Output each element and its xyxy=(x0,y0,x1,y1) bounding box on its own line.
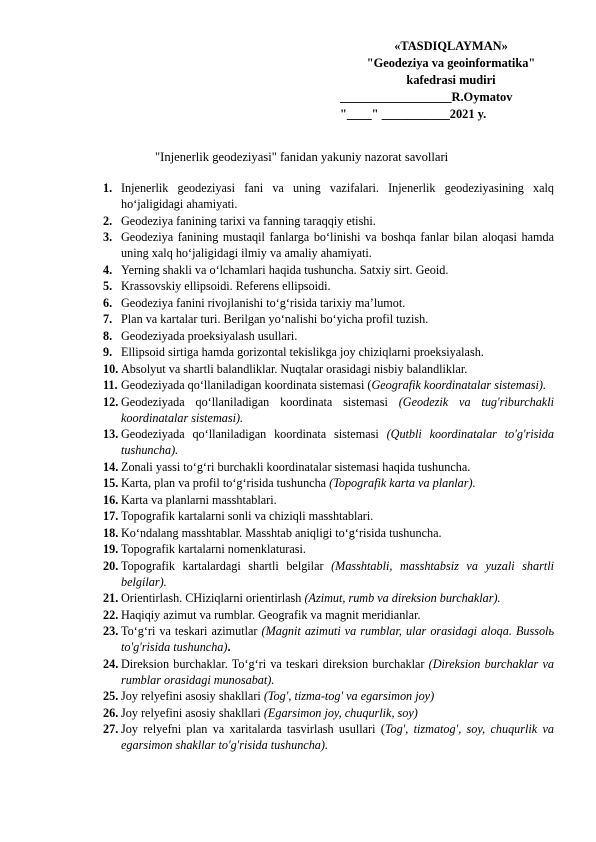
question-text: Ellipsoid sirtiga hamda gorizontal tekislikga joy chiziqlarni proeksiyalash. xyxy=(121,345,484,359)
question-item xyxy=(0,344,554,360)
question-text: Haqiqiy azimut va rumblar. Geografik va magnit meridianlar. xyxy=(121,607,421,622)
question-text: Koʻndalang masshtablar. Masshtab aniqligi toʻgʻrisida tushuncha. xyxy=(121,525,442,540)
question-text-wrap xyxy=(121,230,554,260)
question-text-wrap xyxy=(121,624,554,654)
question-number: 2. xyxy=(103,213,113,228)
question-item xyxy=(0,377,554,393)
question-item xyxy=(0,311,554,327)
question-number: 26. xyxy=(103,705,119,720)
question-item xyxy=(0,541,554,557)
question-text-wrap xyxy=(121,345,484,359)
question-text: Yerning shakli va oʻlchamlari haqida tushuncha. Satxiy sirt. Geoid. xyxy=(121,262,449,277)
question-item xyxy=(0,459,554,475)
question-italic-text: (Egarsimon joy, chuqurlik, soy) xyxy=(263,705,418,720)
question-number: 15. xyxy=(103,476,119,490)
question-italic-text: Tog', tizmatog', soy, chuqurlik va egarsimon shakllar to'g'risida tushuncha). xyxy=(121,722,554,752)
question-text-wrap xyxy=(121,689,434,703)
question-italic-text: (Topografik karta va planlar). xyxy=(329,476,476,490)
question-text: Topografik kartalardagi shartli belgilar xyxy=(121,558,332,573)
question-text: Geodeziya fanining mustaqil fanlarga boʻlinishi va boshqa fanlar bilan aloqasi hamda uning xalq hoʻjaligidagi ilmiy va amaliy ahamiyati. xyxy=(121,230,554,260)
question-number: 19. xyxy=(103,542,119,556)
question-text: Plan va kartalar turi. Berilgan yoʻnalishi boʻyicha profil tuzish. xyxy=(121,312,429,326)
question-text-wrap xyxy=(121,296,405,310)
question-text: Direksion burchaklar. Toʻgʻri va teskari direksion burchaklar xyxy=(121,656,429,671)
question-text-wrap xyxy=(121,263,448,277)
question-italic-text: (Azimut, rumb va direksion burchaklar). xyxy=(304,591,501,605)
question-number: 7. xyxy=(103,312,113,326)
question-text-wrap xyxy=(121,460,470,474)
question-text: Joy relyefni plan va xaritalarda tasvirlash usullari ( xyxy=(121,722,385,736)
question-italic-text: (Masshtabli, masshtabsiz va yuzali shartli belgilar). xyxy=(121,558,554,589)
question-text-wrap xyxy=(121,329,297,343)
question-item xyxy=(0,508,554,524)
question-number: 12. xyxy=(103,394,119,409)
question-number: 25. xyxy=(103,689,119,703)
question-number: 22. xyxy=(103,607,119,622)
question-text-wrap xyxy=(121,559,554,589)
signature-line: __________________R.Oymatov xyxy=(340,90,513,104)
question-text: Joy relyefini asosiy shakllari xyxy=(121,705,264,720)
question-item xyxy=(0,688,554,704)
question-text-wrap xyxy=(121,706,418,720)
question-item xyxy=(0,558,554,590)
question-number: 17. xyxy=(103,509,119,523)
question-text: Geodeziyada proeksiyalash usullari. xyxy=(121,328,298,343)
question-text: Krassovskiy ellipsoidi. Referens ellipsoidi. xyxy=(121,279,331,293)
question-text-wrap xyxy=(121,608,421,622)
question-item xyxy=(0,475,554,491)
question-text-wrap xyxy=(121,312,428,326)
question-text-wrap xyxy=(121,542,306,556)
question-item xyxy=(0,721,554,753)
question-item xyxy=(0,295,554,311)
question-text: Toʻgʻri va teskari azimutlar xyxy=(121,624,262,638)
department-head-title: kafedrasi mudiri xyxy=(406,73,496,87)
question-number: 13. xyxy=(103,427,119,441)
question-item xyxy=(0,328,554,344)
question-item xyxy=(0,229,554,261)
question-number: 16. xyxy=(103,492,119,507)
question-item xyxy=(0,426,554,458)
question-text-wrap xyxy=(121,362,467,376)
question-text-wrap xyxy=(121,181,554,211)
question-item xyxy=(0,492,554,508)
question-text-wrap xyxy=(121,279,331,293)
question-text: Absolyut va shartli balandliklar. Nuqtalar orasidagi nisbiy balandliklar. xyxy=(121,361,468,376)
question-number: 18. xyxy=(103,525,119,540)
question-italic-text: (Geodezik va tug'riburchakli koordinatalar sistemasi). xyxy=(121,394,554,425)
question-number: 11. xyxy=(103,378,118,392)
question-item xyxy=(0,590,554,606)
question-list xyxy=(0,180,596,754)
question-number: 24. xyxy=(103,656,119,671)
question-number: 20. xyxy=(103,558,119,573)
question-bold-text: . xyxy=(227,640,231,654)
question-item xyxy=(0,180,554,212)
question-number: 27. xyxy=(103,722,119,736)
question-text-wrap xyxy=(121,509,373,523)
question-text: Zonali yassi toʻgʻri burchakli koordinatalar sistemasi haqida tushuncha. xyxy=(121,459,471,474)
question-number: 9. xyxy=(103,345,113,359)
question-text: Karta va planlarni masshtablari. xyxy=(121,492,277,507)
question-text: Geodeziya fanining tarixi va fanning taraqqiy etishi. xyxy=(121,213,376,228)
question-italic-text: (Tog', tizma-tog' va egarsimon joy) xyxy=(263,689,435,703)
question-item xyxy=(0,361,554,377)
question-text-wrap xyxy=(121,378,546,392)
question-text-wrap xyxy=(121,526,442,540)
date-line: "____" ___________2021 y. xyxy=(340,107,487,121)
question-italic-text: (Direksion burchaklar va rumblar orasidagi munosabat). xyxy=(121,656,554,687)
question-number: 4. xyxy=(103,262,113,277)
question-number: 8. xyxy=(103,328,113,343)
question-number: 3. xyxy=(103,230,113,244)
question-number: 5. xyxy=(103,279,113,293)
question-text-wrap xyxy=(121,493,277,507)
question-text-wrap xyxy=(121,214,376,228)
question-italic-text: (Qutbli koordinatalar to'g'risida tushuncha). xyxy=(121,427,554,457)
question-text: Geodeziya fanini rivojlanishi toʻgʻrisida tarixiy maʼlumot. xyxy=(121,295,406,310)
question-text: Geodeziyada qoʻllaniladigan koordinata sistemasi ( xyxy=(121,378,372,392)
question-text-wrap xyxy=(121,722,554,752)
question-text-wrap xyxy=(121,427,554,457)
question-number: 14. xyxy=(103,459,119,474)
question-item xyxy=(0,278,554,294)
question-number: 21. xyxy=(103,591,119,605)
approval-heading: «TASDIQLAYMAN» xyxy=(394,39,508,53)
question-text: Geodeziyada qoʻllaniladigan koordinata sistemasi xyxy=(121,394,399,409)
question-text-wrap xyxy=(121,657,554,687)
question-item xyxy=(0,623,554,655)
document-title: "Injenerlik geodeziyasi" fanidan yakuniy nazorat savollari xyxy=(155,150,449,164)
question-number: 1. xyxy=(103,181,113,195)
question-text: Joy relyefini asosiy shakllari xyxy=(121,689,264,703)
department-name: "Geodeziya va geoinformatika" xyxy=(366,56,536,70)
question-italic-text: (Magnit azimuti va rumblar, ular orasidagi aloqa. Bussolь to'g'risida tushuncha) xyxy=(121,624,554,654)
question-item xyxy=(0,262,554,278)
question-text-wrap xyxy=(121,476,476,490)
question-text: Injenerlik geodeziyasi fani va uning vazifalari. Injenerlik geodeziyasining xalq hoʻjaligidagi ahamiyati. xyxy=(121,181,554,211)
question-item xyxy=(0,525,554,541)
question-number: 23. xyxy=(103,624,119,638)
question-item xyxy=(0,656,554,688)
approval-block xyxy=(340,38,562,123)
question-text: Geodeziyada qoʻllaniladigan koordinata sistemasi xyxy=(121,427,387,441)
question-number: 6. xyxy=(103,295,113,310)
question-text: Topografik kartalarni nomenklaturasi. xyxy=(121,542,306,556)
question-text: Orientirlash. CHiziqlarni orientirlash xyxy=(121,591,305,605)
question-italic-text: Geografik koordinatalar sistemasi). xyxy=(371,378,547,392)
question-item xyxy=(0,213,554,229)
question-item xyxy=(0,705,554,721)
question-number: 10. xyxy=(103,361,119,376)
question-text: Karta, plan va profil toʻgʻrisida tushuncha xyxy=(121,476,330,490)
question-text-wrap xyxy=(121,395,554,425)
question-text: Topografik kartalarni sonli va chiziqli masshtablari. xyxy=(121,509,374,523)
question-text-wrap xyxy=(121,591,501,605)
question-item xyxy=(0,607,554,623)
question-item xyxy=(0,394,554,426)
